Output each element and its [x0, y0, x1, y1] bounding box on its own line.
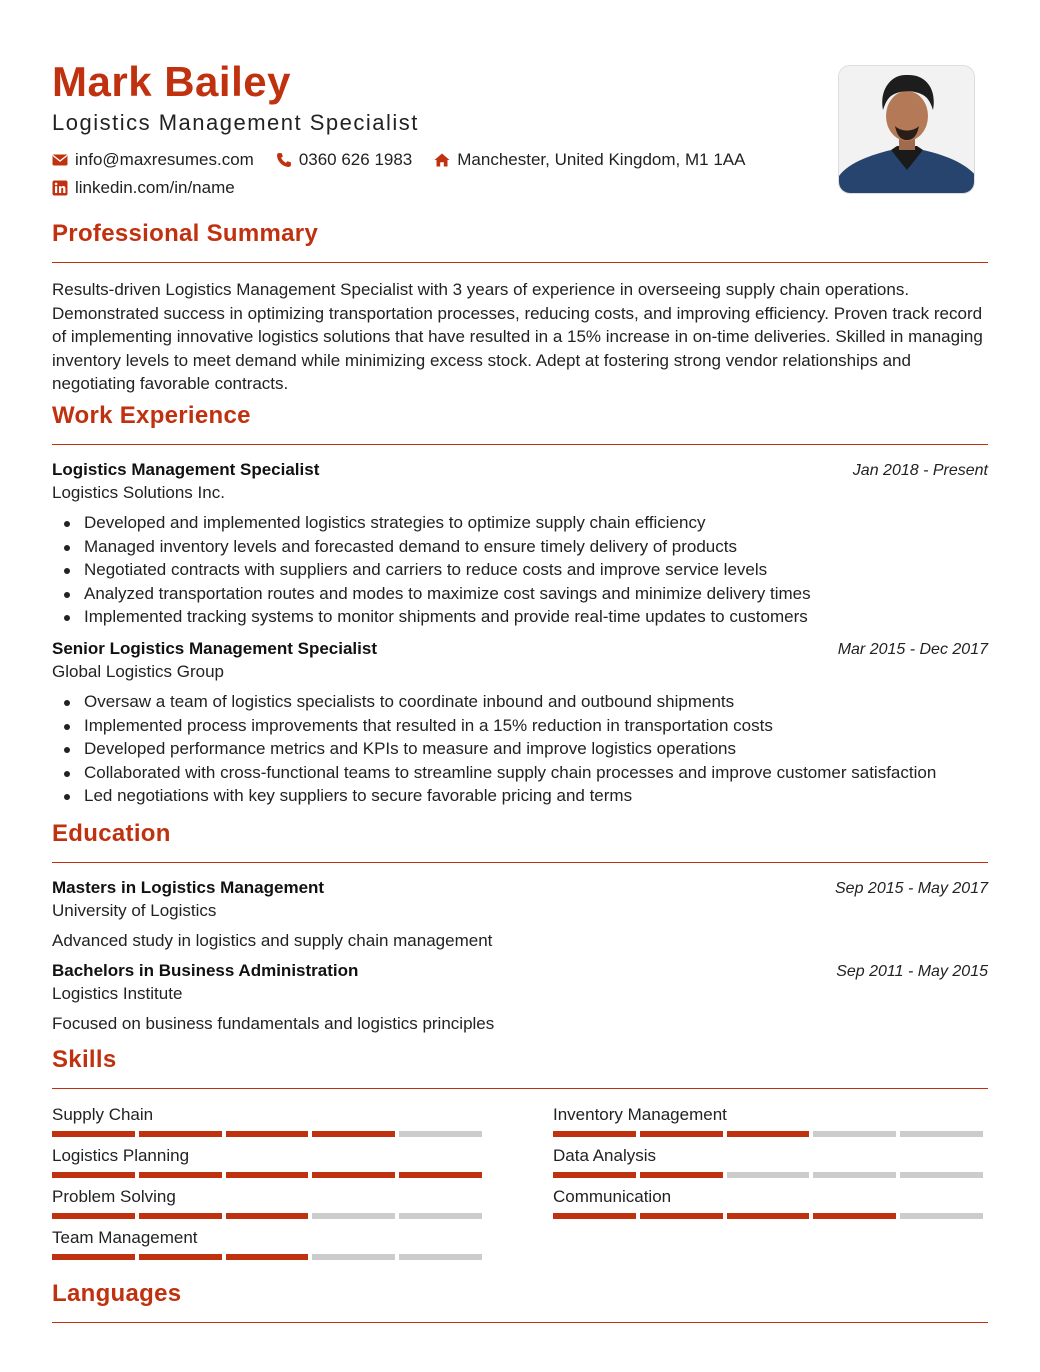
experience-heading: Work Experience	[52, 401, 251, 429]
job-company: Logistics Solutions Inc.	[52, 482, 225, 502]
skill-segment-empty	[399, 1213, 482, 1219]
job-entry	[52, 639, 988, 808]
skill-segment-empty	[813, 1172, 896, 1178]
job-date: Jan 2018 - Present	[852, 461, 988, 479]
job-company: Global Logistics Group	[52, 661, 224, 681]
list-item: Developed performance metrics and KPIs to measure and improve logistics operations	[52, 737, 988, 761]
skill-segment-empty	[727, 1172, 810, 1178]
skill-name: Supply Chain	[52, 1104, 154, 1124]
list-item: Implemented process improvements that resulted in a 15% reduction in transportation costs	[52, 714, 988, 738]
section-divider	[52, 1322, 988, 1323]
skill-item	[52, 1145, 486, 1178]
contact-linkedin[interactable]	[52, 178, 235, 198]
skill-segment-filled	[553, 1172, 636, 1178]
degree-title: Masters in Logistics Management	[52, 877, 325, 897]
education-heading: Education	[52, 819, 171, 847]
location-text: Manchester, United Kingdom, M1 1AA	[457, 150, 746, 169]
job-entry	[52, 460, 988, 629]
skill-level-bar	[52, 1254, 486, 1260]
skill-segment-empty	[399, 1131, 482, 1137]
education-section	[52, 818, 988, 1034]
skill-segment-filled	[226, 1172, 309, 1178]
skill-name: Data Analysis	[553, 1145, 656, 1165]
skill-segment-empty	[312, 1254, 395, 1260]
skill-level-bar	[553, 1131, 987, 1137]
job-bullets	[52, 690, 988, 808]
contact-phone[interactable]	[276, 150, 412, 170]
list-item: Negotiated contracts with suppliers and carriers to reduce costs and improve service levels	[52, 558, 988, 582]
skill-segment-filled	[553, 1131, 636, 1137]
skill-segment-filled	[727, 1131, 810, 1137]
skill-item	[553, 1145, 987, 1178]
contact-info	[52, 148, 767, 204]
skills-section	[52, 1044, 988, 1260]
skill-segment-filled	[312, 1131, 395, 1137]
skill-name: Team Management	[52, 1227, 198, 1247]
section-divider	[52, 1088, 988, 1089]
skill-name: Logistics Planning	[52, 1145, 190, 1165]
skill-item	[553, 1104, 987, 1137]
skill-segment-filled	[139, 1254, 222, 1260]
skill-item	[52, 1186, 486, 1219]
skill-segment-filled	[139, 1131, 222, 1137]
skills-grid	[52, 1104, 988, 1260]
skill-segment-filled	[226, 1254, 309, 1260]
profile-photo	[838, 65, 975, 194]
skill-segment-empty	[900, 1131, 983, 1137]
list-item: Developed and implemented logistics strategies to optimize supply chain efficiency	[52, 511, 988, 535]
skill-level-bar	[52, 1172, 486, 1178]
phone-icon	[276, 152, 292, 168]
skill-segment-empty	[900, 1172, 983, 1178]
list-item: Collaborated with cross-functional teams to streamline supply chain processes and improve customer satisfaction	[52, 761, 988, 785]
summary-section	[52, 218, 988, 396]
job-bullets	[52, 511, 988, 629]
skill-segment-empty	[399, 1254, 482, 1260]
school-name: University of Logistics	[52, 900, 217, 920]
job-title: Senior Logistics Management Specialist	[52, 638, 377, 658]
skill-level-bar	[52, 1131, 486, 1137]
job-title: Logistics Management Specialist	[52, 459, 320, 479]
degree-title: Bachelors in Business Administration	[52, 960, 359, 980]
skill-item	[553, 1186, 987, 1219]
resume-header	[52, 0, 988, 218]
list-item: Oversaw a team of logistics specialists to coordinate inbound and outbound shipments	[52, 690, 988, 714]
experience-section	[52, 400, 988, 808]
skill-segment-filled	[553, 1213, 636, 1219]
skill-segment-filled	[52, 1131, 135, 1137]
skill-segment-filled	[226, 1131, 309, 1137]
job-date: Mar 2015 - Dec 2017	[837, 640, 988, 658]
education-entry	[52, 961, 988, 1034]
languages-heading: Languages	[52, 1279, 182, 1307]
contact-location	[434, 150, 745, 170]
skill-level-bar	[553, 1213, 987, 1219]
education-description: Focused on business fundamentals and logistics principles	[52, 1013, 495, 1033]
skill-segment-filled	[640, 1172, 723, 1178]
list-item: Analyzed transportation routes and modes to maximize cost savings and minimize delivery times	[52, 582, 988, 606]
skill-segment-filled	[727, 1213, 810, 1219]
skill-segment-filled	[399, 1172, 482, 1178]
summary-text: Results-driven Logistics Management Specialist with 3 years of experience in overseeing supply chain operations. Demonstrated success in optimizing transportation processes, reducing costs, and improving efficiency. Proven track record of implementing innovative logistics solutions that have resulted in a 15% increase in on-time deliveries. Skilled in managing inventory levels to meet demand while minimizing excess stock. Adept at fostering strong vendor relationships and negotiating favorable contracts.	[52, 280, 983, 394]
languages-section	[52, 1278, 988, 1323]
skill-item	[52, 1227, 486, 1260]
list-item: Implemented tracking systems to monitor shipments and provide real-time updates to customers	[52, 605, 988, 629]
skill-level-bar	[553, 1172, 987, 1178]
linkedin-icon	[52, 180, 68, 196]
education-entry	[52, 878, 988, 951]
candidate-name: Mark Bailey	[52, 58, 291, 105]
skill-segment-filled	[52, 1213, 135, 1219]
skill-segment-empty	[312, 1213, 395, 1219]
skill-segment-empty	[813, 1131, 896, 1137]
skill-name: Problem Solving	[52, 1186, 176, 1206]
school-name: Logistics Institute	[52, 983, 183, 1003]
skill-segment-filled	[52, 1172, 135, 1178]
section-divider	[52, 862, 988, 863]
email-text: info@maxresumes.com	[75, 150, 254, 169]
skill-segment-empty	[900, 1213, 983, 1219]
phone-text: 0360 626 1983	[298, 150, 413, 169]
envelope-icon	[52, 152, 68, 168]
section-divider	[52, 262, 988, 263]
skill-segment-filled	[312, 1172, 395, 1178]
skill-segment-filled	[139, 1172, 222, 1178]
skill-segment-filled	[52, 1254, 135, 1260]
skill-segment-filled	[226, 1213, 309, 1219]
education-description: Advanced study in logistics and supply chain management	[52, 930, 493, 950]
candidate-role: Logistics Management Specialist	[52, 110, 419, 135]
list-item: Managed inventory levels and forecasted demand to ensure timely delivery of products	[52, 535, 988, 559]
skill-item	[52, 1104, 486, 1137]
contact-email[interactable]	[52, 150, 254, 170]
education-date: Sep 2015 - May 2017	[835, 879, 988, 897]
skills-heading: Skills	[52, 1045, 117, 1073]
home-icon	[434, 152, 450, 168]
linkedin-text: linkedin.com/in/name	[75, 178, 235, 197]
skill-segment-filled	[139, 1213, 222, 1219]
skill-segment-filled	[640, 1213, 723, 1219]
skill-level-bar	[52, 1213, 486, 1219]
education-date: Sep 2011 - May 2015	[836, 962, 988, 980]
section-divider	[52, 444, 988, 445]
skill-name: Communication	[553, 1186, 672, 1206]
skill-segment-filled	[813, 1213, 896, 1219]
skill-segment-filled	[640, 1131, 723, 1137]
skill-name: Inventory Management	[553, 1104, 727, 1124]
summary-heading: Professional Summary	[52, 220, 319, 247]
list-item: Led negotiations with key suppliers to secure favorable pricing and terms	[52, 784, 988, 808]
